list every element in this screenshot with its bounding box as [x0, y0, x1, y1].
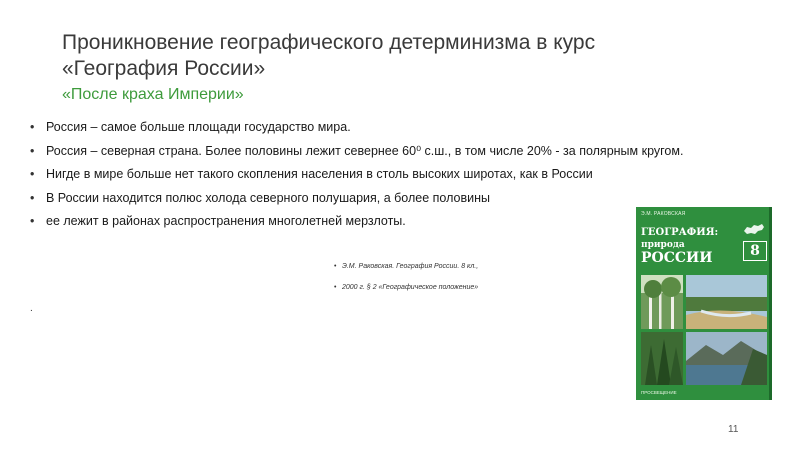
title-line-2: «География России» — [62, 57, 266, 80]
slide-subtitle: «После краха Империи» — [62, 86, 244, 103]
cover-photos — [641, 275, 767, 385]
bullet-item: • В России находится полюс холода северного полушария, а более половины — [30, 191, 750, 205]
book-author: Э.М. РАКОВСКАЯ — [641, 211, 686, 217]
bullet-item: • Нигде в мире больше нет такого скопления населения в столь высоких широтах, как в России — [30, 167, 750, 181]
book-title-line-3: РОССИИ — [641, 250, 713, 266]
stray-dot: . — [30, 303, 33, 314]
page-number: 11 — [728, 424, 739, 435]
bullet-item: • ее лежит в районах распространения многолетней мерзлоты. — [30, 214, 750, 228]
slide-title — [62, 30, 722, 106]
reference-item: • Э.М. Раковская. География России. 8 кл., — [330, 262, 550, 272]
bullet-item: • Россия – самое больше площади государство мира. — [30, 120, 750, 134]
book-title-line-2: природа — [641, 240, 685, 250]
reference-item: • 2000 г. § 2 «Географическое положение» — [330, 283, 550, 293]
bullet-item: • Россия – северная страна. Более половины лежит севернее 60⁰ с.ш., в том числе 20% - за полярным кругом. — [30, 144, 750, 158]
book-grade: 8 — [743, 241, 767, 261]
book-publisher: ПРОСВЕЩЕНИЕ — [641, 390, 677, 395]
russia-map-icon — [743, 222, 765, 238]
title-line-1: Проникновение географического детерминизма в курс — [62, 31, 596, 54]
book-title-line-1: ГЕОГРАФИЯ: — [641, 227, 719, 238]
book-cover-image — [636, 207, 772, 400]
reference-list — [330, 262, 550, 304]
